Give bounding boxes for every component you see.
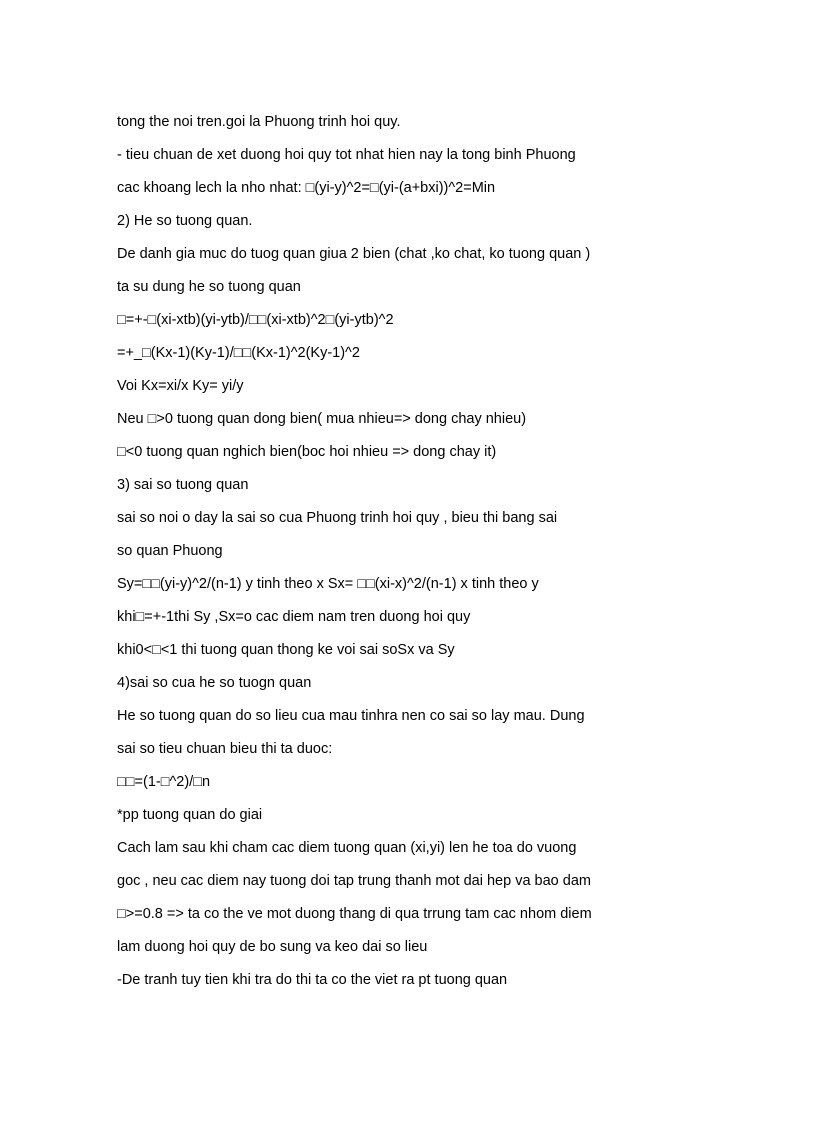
text-line: - tieu chuan de xet duong hoi quy tot nhat hien nay la tong binh Phuong bbox=[117, 147, 576, 163]
text-line: goc , neu cac diem nay tuong doi tap trung thanh mot dai hep va bao dam bbox=[117, 873, 591, 889]
text-line: Neu □>0 tuong quan dong bien( mua nhieu=> dong chay nhieu) bbox=[117, 411, 527, 427]
document-body bbox=[117, 112, 797, 1003]
text-line: De danh gia muc do tuog quan giua 2 bien (chat ,ko chat, ko tuong quan ) bbox=[117, 246, 591, 262]
formula-line: □□=(1-□^2)/□n bbox=[117, 774, 211, 790]
text-line: lam duong hoi quy de bo sung va keo dai so lieu bbox=[117, 939, 428, 955]
section-heading: 4)sai so cua he so tuogn quan bbox=[117, 675, 312, 691]
text-line: sai so noi o day la sai so cua Phuong trinh hoi quy , bieu thi bang sai bbox=[117, 510, 558, 526]
section-heading: 3) sai so tuong quan bbox=[117, 477, 249, 493]
text-line: khi□=+-1thi Sy ,Sx=o cac diem nam tren duong hoi quy bbox=[117, 609, 471, 625]
formula-line: □=+-□(xi-xtb)(yi-ytb)/□□(xi-xtb)^2□(yi-ytb)^2 bbox=[117, 312, 394, 328]
text-line: □<0 tuong quan nghich bien(boc hoi nhieu => dong chay it) bbox=[117, 444, 497, 460]
text-line: tong the noi tren.goi la Phuong trinh hoi quy. bbox=[117, 114, 401, 130]
formula-line: =+_□(Kx-1)(Ky-1)/□□(Kx-1)^2(Ky-1)^2 bbox=[117, 345, 360, 361]
text-line: ta su dung he so tuong quan bbox=[117, 279, 301, 295]
section-heading: 2) He so tuong quan. bbox=[117, 213, 253, 229]
text-line: Voi Kx=xi/x Ky= yi/y bbox=[117, 378, 244, 394]
text-line: so quan Phuong bbox=[117, 543, 223, 559]
text-line: Cach lam sau khi cham cac diem tuong quan (xi,yi) len he toa do vuong bbox=[117, 840, 577, 856]
text-line: -De tranh tuy tien khi tra do thi ta co the viet ra pt tuong quan bbox=[117, 972, 508, 988]
text-line: sai so tieu chuan bieu thi ta duoc: bbox=[117, 741, 333, 757]
text-line: khi0<□<1 thi tuong quan thong ke voi sai soSx va Sy bbox=[117, 642, 455, 658]
section-heading: *pp tuong quan do giai bbox=[117, 807, 263, 823]
formula-line: Sy=□□(yi-y)^2/(n-1) y tinh theo x Sx= □□(xi-x)^2/(n-1) x tinh theo y bbox=[117, 576, 539, 592]
text-line: □>=0.8 => ta co the ve mot duong thang di qua trrung tam cac nhom diem bbox=[117, 906, 592, 922]
text-line: He so tuong quan do so lieu cua mau tinhra nen co sai so lay mau. Dung bbox=[117, 708, 585, 724]
text-line: cac khoang lech la nho nhat: □(yi-y)^2=□(yi-(a+bxi))^2=Min bbox=[117, 180, 496, 196]
